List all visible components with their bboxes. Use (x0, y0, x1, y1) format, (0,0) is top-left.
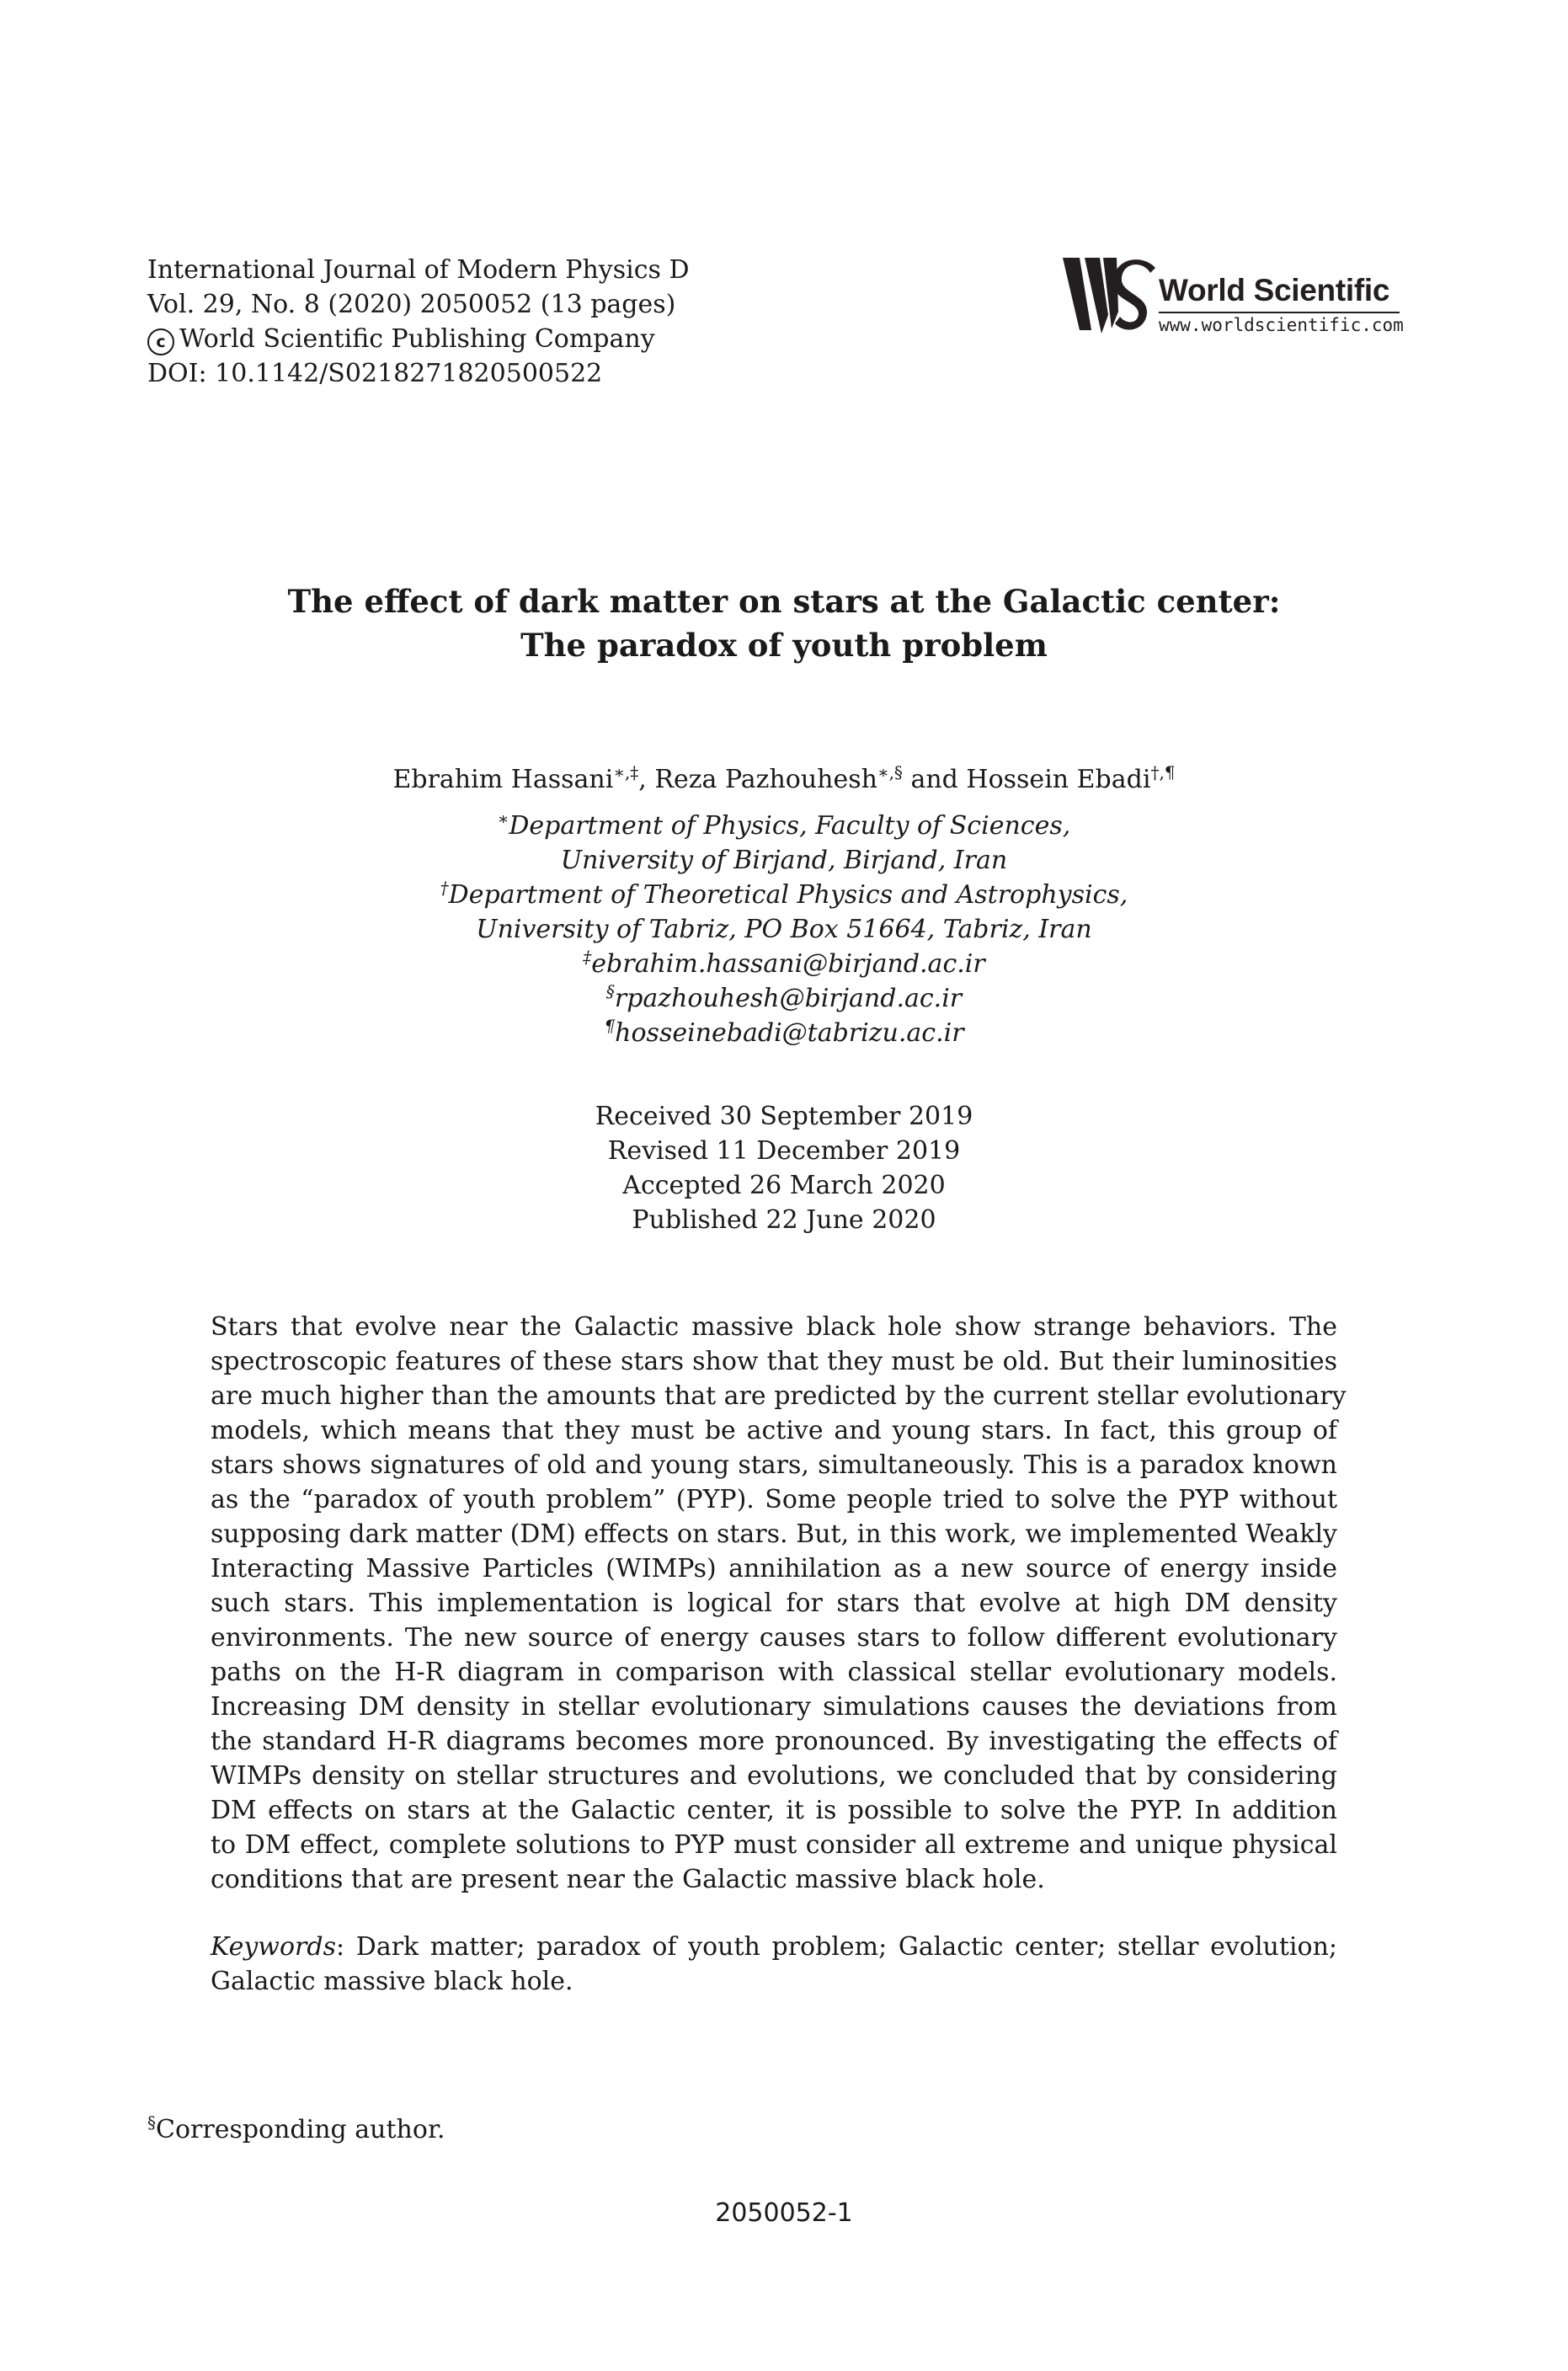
affiliation-text: University of Birjand, Birjand, Iran (560, 846, 1008, 875)
date-revised: Revised 11 December 2019 (607, 1136, 961, 1166)
date-received: Received 30 September 2019 (595, 1102, 973, 1131)
author-separator: and (902, 765, 967, 794)
author-name: Ebrahim Hassani (392, 765, 614, 794)
email-mark: ‡ (583, 947, 592, 967)
affiliation-line (0, 843, 1568, 878)
author-marks: ∗,§ (877, 762, 903, 782)
affiliation-line (0, 912, 1568, 947)
abstract-line: environments. The new source of energy causes stars to follow different evolutionary (211, 1623, 1337, 1653)
email-text: hosseinebadi@tabrizu.ac.ir (615, 1018, 964, 1048)
abstract-line: spectroscopic features of these stars show that they must be old. But their luminosities (211, 1347, 1337, 1376)
keywords-label: Keywords (211, 1932, 336, 1962)
email-text: rpazhouhesh@birjand.ac.ir (614, 984, 963, 1013)
affiliation-mark: † (440, 878, 449, 898)
keywords-text: : Dark matter; paradox of youth problem; Galactic center; stellar evolution; (336, 1932, 1337, 1962)
journal-publisher: World Scientific Publishing Company (179, 324, 655, 354)
title-line-2: The paradox of youth problem (520, 627, 1048, 664)
footnote (147, 2106, 445, 2147)
affiliation-mark: ∗ (497, 809, 509, 829)
author-email (0, 981, 1568, 1016)
author-separator: , (638, 765, 655, 794)
journal-name: International Journal of Modern Physics D (147, 255, 690, 285)
abstract-line: supposing dark matter (DM) effects on stars. But, in this work, we implemented Weakly (211, 1519, 1337, 1549)
abstract-line: Increasing DM density in stellar evolutionary simulations causes the deviations from (211, 1692, 1337, 1722)
abstract-line: conditions that are present near the Galactic massive black hole. (211, 1865, 1045, 1894)
email-text: ebrahim.hassani@birjand.ac.ir (591, 949, 985, 979)
journal-copyright (147, 322, 690, 356)
footnote-text: Corresponding author. (156, 2115, 445, 2144)
email-mark: ¶ (604, 1016, 616, 1036)
email-mark: § (605, 981, 615, 1001)
affiliation-text: Department of Theoretical Physics and Astrophysics, (448, 880, 1128, 910)
abstract-line: models, which means that they must be active and young stars. In fact, this group of (211, 1416, 1337, 1445)
footnote-mark: § (147, 2112, 156, 2133)
journal-info (147, 253, 690, 391)
keywords-line-2: Galactic massive black hole. (211, 1967, 573, 1996)
world-scientific-mark-icon (1063, 256, 1155, 340)
author-name: Reza Pazhouhesh (654, 765, 877, 794)
abstract-line: stars shows signatures of old and young stars, simultaneously. This is a paradox known (211, 1450, 1337, 1480)
abstract-line: Interacting Massive Particles (WIMPs) annihilation as a new source of energy inside (211, 1554, 1337, 1583)
abstract-line: are much higher than the amounts that are predicted by the current stellar evolutionary (211, 1381, 1347, 1411)
abstract-line: the standard H-R diagrams becomes more pronounced. By investigating the effects of (211, 1727, 1337, 1756)
abstract-line: DM effects on stars at the Galactic center, it is possible to solve the PYP. In addition (211, 1796, 1337, 1825)
keywords-line-1 (211, 1930, 1337, 1964)
author-marks: ∗,‡ (613, 762, 639, 782)
logo-divider (1159, 312, 1400, 313)
journal-doi: DOI: 10.1142/S0218271820500522 (147, 359, 603, 388)
affiliation-line (0, 809, 1568, 843)
publication-dates (0, 1099, 1568, 1237)
date-published: Published 22 June 2020 (632, 1205, 936, 1235)
author-name: Hossein Ebadi (966, 765, 1151, 794)
author-list (0, 762, 1568, 797)
abstract-line: to DM effect, complete solutions to PYP must consider all extreme and unique physical (211, 1830, 1337, 1860)
publisher-logo (1063, 256, 1408, 340)
journal-volume: Vol. 29, No. 8 (2020) 2050052 (13 pages) (147, 290, 676, 319)
copyright-icon: c (147, 328, 174, 355)
abstract (211, 1310, 1347, 1897)
abstract-line: WIMPs density on stellar structures and evolutions, we concluded that by considering (211, 1761, 1337, 1791)
affiliation-text: University of Tabriz, PO Box 51664, Tabriz, Iran (476, 915, 1092, 944)
abstract-line: paths on the H-R diagram in comparison with classical stellar evolutionary models. (211, 1658, 1337, 1687)
abstract-line: as the “paradox of youth problem” (PYP). Some people tried to solve the PYP without (211, 1485, 1337, 1514)
keywords (211, 1930, 1337, 1999)
page-number: 2050052-1 (715, 2198, 853, 2228)
author-email (0, 947, 1568, 981)
paper-title (0, 579, 1568, 667)
affiliation-line (0, 878, 1568, 912)
logo-brand-text: World Scientific (1159, 273, 1390, 307)
affiliations (0, 809, 1568, 1050)
abstract-line: such stars. This implementation is logical for stars that evolve at high DM density (211, 1589, 1337, 1618)
author-email (0, 1016, 1568, 1050)
logo-url-text: www.worldscientific.com (1159, 315, 1404, 335)
abstract-line: Stars that evolve near the Galactic massive black hole show strange behaviors. The (211, 1312, 1337, 1342)
date-accepted: Accepted 26 March 2020 (622, 1171, 946, 1200)
author-marks: †,¶ (1150, 762, 1176, 782)
affiliation-text: Department of Physics, Faculty of Sciences, (509, 811, 1071, 841)
title-line-1: The effect of dark matter on stars at the Galactic center: (287, 583, 1281, 620)
